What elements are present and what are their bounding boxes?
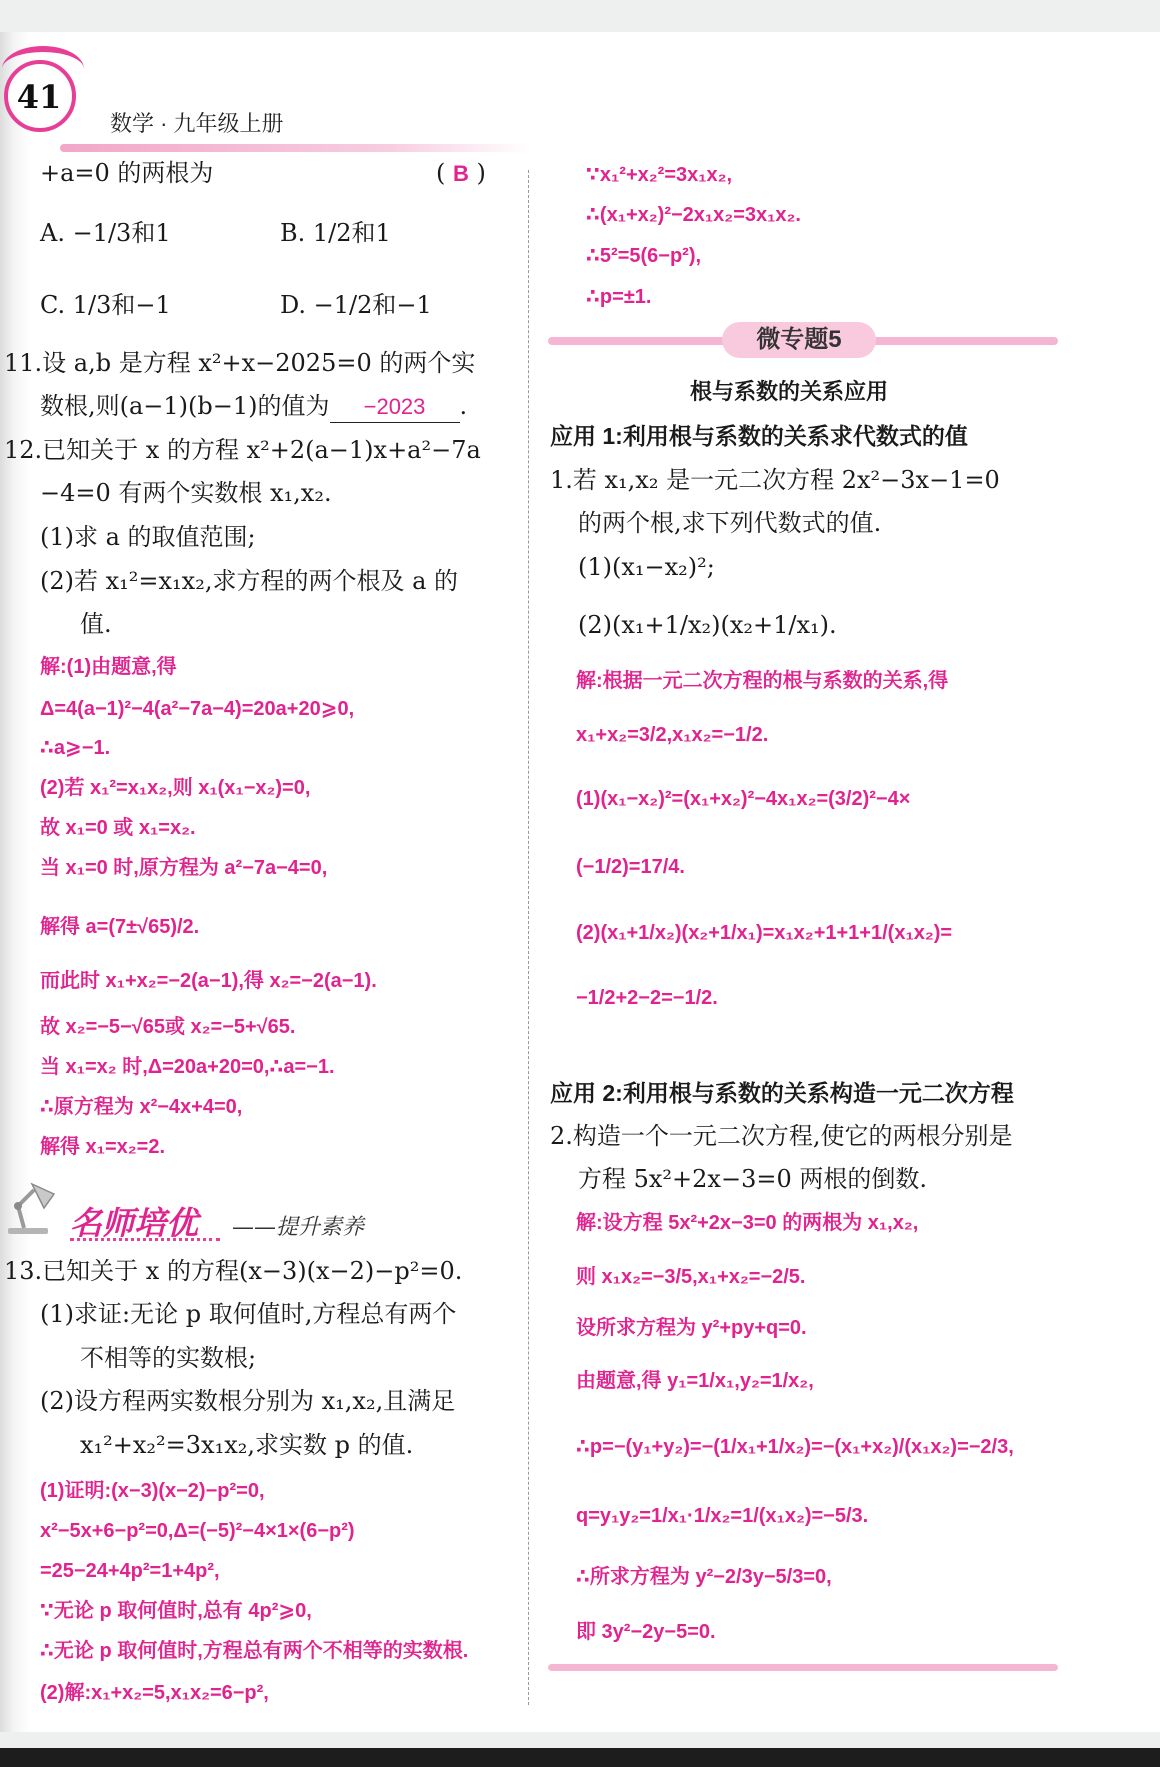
- sol-p2-line: 解:设方程 5x²+2x−3=0 的两根为 x₁,x₂,: [576, 1212, 919, 1234]
- column-divider: [528, 170, 529, 1705]
- q13-line2: (1)求证:无论 p 取何值时,方程总有两个: [40, 1300, 457, 1328]
- sol13-line: ∴无论 p 取何值时,方程总有两个不相等的实数根.: [40, 1640, 469, 1662]
- sol12-line: 解得 x₁=x₂=2.: [40, 1136, 165, 1158]
- desk-lamp-icon: [4, 1178, 64, 1238]
- sol-p1-line: −1/2+2−2=−1/2.: [576, 987, 718, 1009]
- sol12-line: 而此时 x₁+x₂=−2(a−1),得 x₂=−2(a−1).: [40, 970, 377, 992]
- sol12-line: (2)若 x₁²=x₁x₂,则 x₁(x₁−x₂)=0,: [40, 777, 311, 799]
- sol-p1-line: (1)(x₁−x₂)²=(x₁+x₂)²−4x₁x₂=(3/2)²−4×: [576, 788, 911, 810]
- sol12-line: ∴a⩾−1.: [40, 737, 111, 759]
- q12-line1: 12.已知关于 x 的方程 x²+2(a−1)x+a²−7a: [4, 436, 481, 464]
- sol13-line: (1)证明:(x−3)(x−2)−p²=0,: [40, 1480, 265, 1502]
- sol13-line: =25−24+4p²=1+4p²,: [40, 1560, 220, 1582]
- q10-option-c: C. 1/3和−1: [40, 291, 171, 319]
- header-underline: [60, 144, 530, 152]
- sol12-line: 故 x₂=−5−√65或 x₂=−5+√65.: [40, 1016, 296, 1038]
- sol-p1-line: (−1/2)=17/4.: [576, 856, 685, 878]
- sol13-line: (2)解:x₁+x₂=5,x₁x₂=6−p²,: [40, 1682, 269, 1704]
- p2-line2: 方程 5x²+2x−3=0 两根的倒数.: [578, 1165, 927, 1193]
- q11-answer: −2023: [363, 394, 426, 419]
- sol13-line: x²−5x+6−p²=0,Δ=(−5)²−4×1×(6−p²): [40, 1520, 355, 1542]
- book-title: 数学 · 九年级上册: [110, 111, 284, 136]
- sol12-line: 当 x₁=0 时,原方程为 a²−7a−4=0,: [40, 857, 328, 879]
- q12-line4: (2)若 x₁²=x₁x₂,求方程的两个根及 a 的: [40, 567, 459, 595]
- sol12-line: Δ=4(a−1)²−4(a²−7a−4)=20a+20⩾0,: [40, 698, 355, 720]
- p1-line4: (2)(x₁+1/x₂)(x₂+1/x₁).: [578, 611, 837, 639]
- q11-text: 数根,则(a−1)(b−1)的值为: [40, 392, 330, 420]
- application-2-title: 应用 2:利用根与系数的关系构造一元二次方程: [550, 1080, 1014, 1106]
- sol13-cont-line: ∴(x₁+x₂)²−2x₁x₂=3x₁x₂.: [586, 204, 801, 226]
- sol-p1-line: (2)(x₁+1/x₂)(x₂+1/x₁)=x₁x₂+1+1+1/(x₁x₂)=: [576, 922, 953, 944]
- sol13-cont-line: ∴p=±1.: [586, 286, 652, 308]
- sol12-line: 解:(1)由题意,得: [40, 656, 177, 678]
- sol-p1-line: x₁+x₂=3/2,x₁x₂=−1/2.: [576, 724, 769, 746]
- sol13-cont-line: ∵x₁²+x₂²=3x₁x₂,: [586, 164, 733, 186]
- sol12-line: ∴原方程为 x²−4x+4=0,: [40, 1096, 243, 1118]
- q10-tail: +a=0 的两根为: [40, 159, 214, 187]
- q12-line3: (1)求 a 的取值范围;: [40, 523, 256, 551]
- sol-p2-line: ∴p=−(y₁+y₂)=−(1/x₁+1/x₂)=−(x₁+x₂)/(x₁x₂)=−2/3,: [576, 1436, 1014, 1458]
- q13-line3: 不相等的实数根;: [80, 1344, 257, 1372]
- sol12-line: 当 x₁=x₂ 时,Δ=20a+20=0,∴a=−1.: [40, 1056, 335, 1078]
- p1-line2: 的两个根,求下列代数式的值.: [578, 509, 882, 537]
- q11-line2: 数根,则(a−1)(b−1)的值为 −2023 .: [40, 391, 467, 423]
- topic-title: 根与系数的关系应用: [690, 379, 889, 404]
- mingshi-banner-subtitle: ——提升素养: [232, 1215, 365, 1240]
- mingshi-banner-title: 名师培优: [70, 1205, 199, 1241]
- q13-line4: (2)设方程两实数根分别为 x₁,x₂,且满足: [40, 1387, 456, 1415]
- p1-line3: (1)(x₁−x₂)²;: [578, 553, 715, 581]
- application-1-title: 应用 1:利用根与系数的关系求代数式的值: [550, 423, 968, 449]
- p1-line1: 1.若 x₁,x₂ 是一元二次方程 2x²−3x−1=0: [550, 466, 1000, 494]
- q10-option-d: D. −1/2和−1: [280, 291, 432, 319]
- sol12-line: 解得 a=(7±√65)/2.: [40, 916, 200, 938]
- sol-p2-line: ∴所求方程为 y²−2/3y−5/3=0,: [576, 1566, 832, 1588]
- mingshi-dots: [70, 1238, 220, 1241]
- sol12-line: 故 x₁=0 或 x₁=x₂.: [40, 817, 196, 839]
- page-number: 41: [16, 78, 62, 116]
- q10-answer-bracket: ( B ): [436, 159, 486, 187]
- sol-p1-line: 解:根据一元二次方程的根与系数的关系,得: [576, 670, 949, 692]
- q10-option-b: B. 1/2和1: [280, 219, 391, 247]
- q12-line2: −4=0 有两个实数根 x₁,x₂.: [40, 479, 332, 507]
- q13-line5: x₁²+x₂²=3x₁x₂,求实数 p 的值.: [80, 1431, 414, 1459]
- sol-p2-line: 即 3y²−2y−5=0.: [576, 1621, 716, 1643]
- sol13-cont-line: ∴5²=5(6−p²),: [586, 245, 702, 267]
- sol-p2-line: q=y₁y₂=1/x₁·1/x₂=1/(x₁x₂)=−5/3.: [576, 1505, 869, 1527]
- q12-line5: 值.: [80, 610, 112, 638]
- sol-p2-line: 由题意,得 y₁=1/x₁,y₂=1/x₂,: [576, 1370, 814, 1392]
- q13-line1: 13.已知关于 x 的方程(x−3)(x−2)−p²=0.: [4, 1257, 463, 1285]
- topic-badge: 微专题5: [722, 322, 876, 358]
- sol-p2-line: 则 x₁x₂=−3/5,x₁+x₂=−2/5.: [576, 1266, 806, 1288]
- q10-option-a: A. −1/3和1: [40, 219, 171, 247]
- q10-answer: B: [453, 161, 469, 186]
- sol13-line: ∵无论 p 取何值时,总有 4p²⩾0,: [40, 1600, 312, 1622]
- sol-p2-line: 设所求方程为 y²+py+q=0.: [576, 1317, 807, 1339]
- p2-line1: 2.构造一个一元二次方程,使它的两根分别是: [550, 1122, 1013, 1150]
- q11-line1: 11.设 a,b 是方程 x²+x−2025=0 的两个实: [4, 349, 476, 377]
- topic-bottom-divider: [548, 1664, 1058, 1671]
- bottom-bar: [0, 1748, 1160, 1767]
